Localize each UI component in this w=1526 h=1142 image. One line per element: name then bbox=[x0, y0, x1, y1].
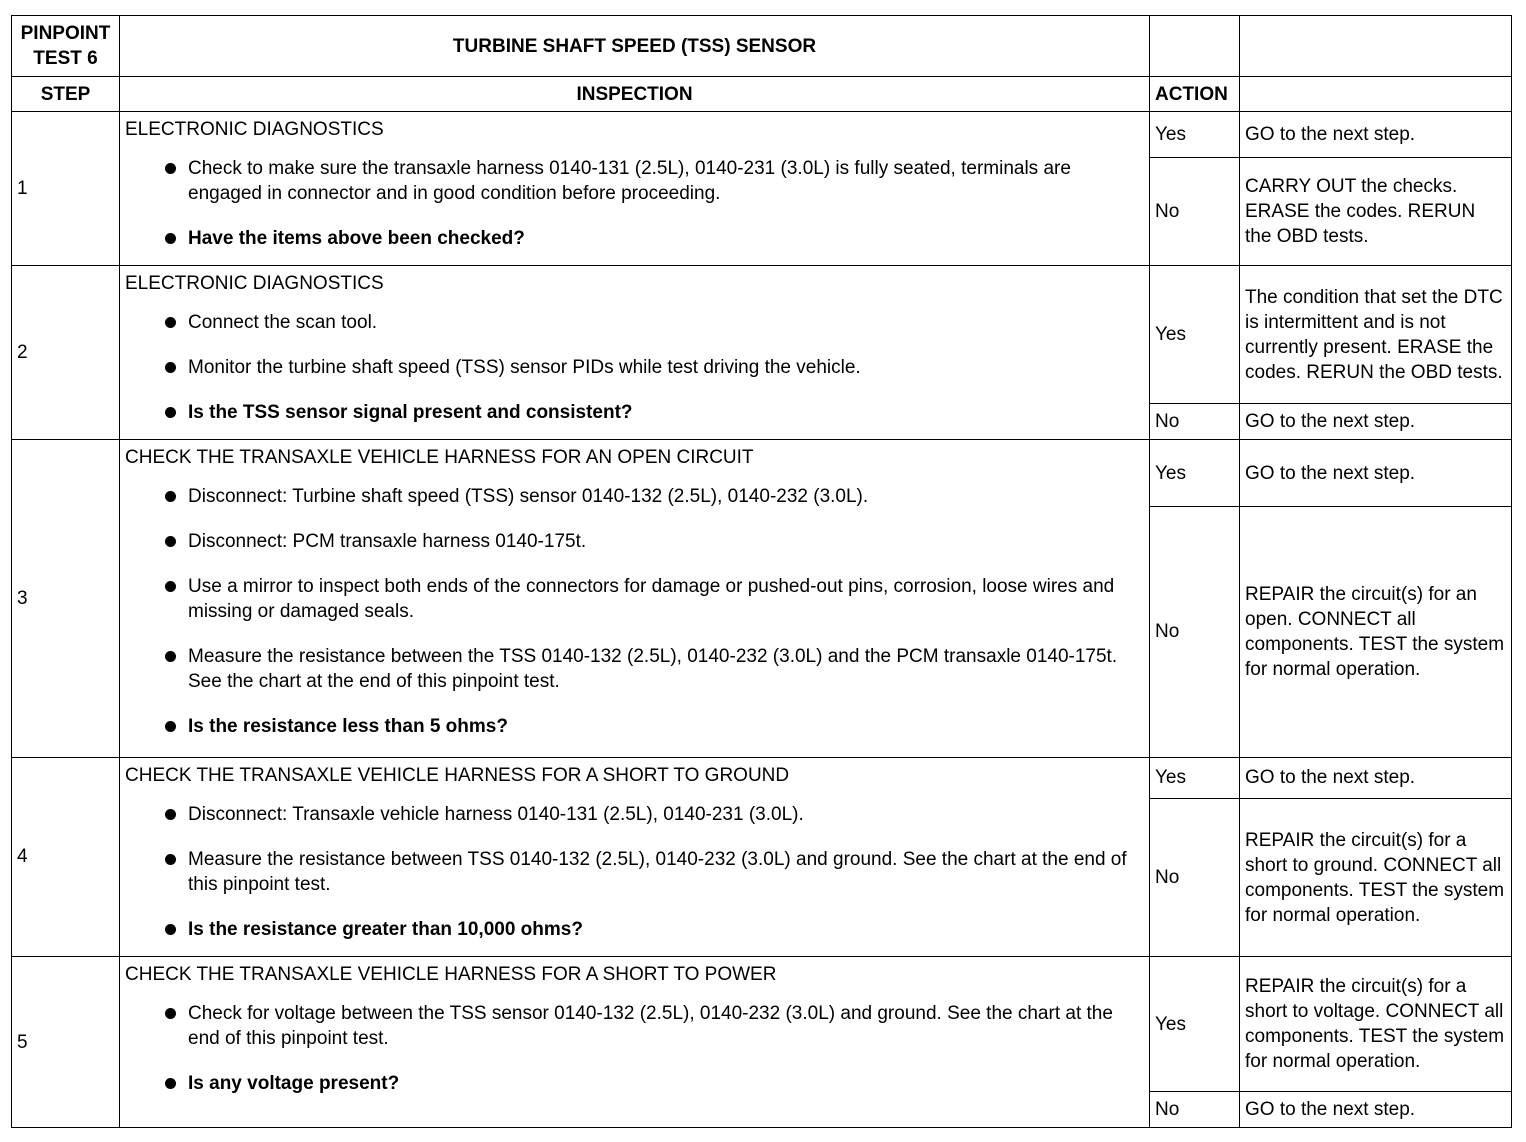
inspection-item-text: Connect the scan tool. bbox=[188, 311, 378, 333]
pinpoint-test-table bbox=[11, 15, 1512, 1128]
bullet-icon bbox=[165, 924, 176, 935]
action-result: GO to the next step. bbox=[1240, 112, 1512, 157]
title-row bbox=[12, 16, 1512, 77]
inspection-item bbox=[165, 310, 1144, 335]
step-number: 1 bbox=[12, 112, 120, 266]
inspection-item bbox=[165, 1001, 1144, 1051]
action-result: REPAIR the circuit(s) for a short to ground. CONNECT all components. TEST the system for normal operation. bbox=[1240, 798, 1512, 957]
action-answer: No bbox=[1150, 798, 1240, 957]
step-number: 3 bbox=[12, 440, 120, 757]
inspection-item bbox=[165, 574, 1144, 624]
inspection-question-text: Is the TSS sensor signal present and consistent? bbox=[188, 401, 633, 423]
inspection-question bbox=[165, 400, 1144, 425]
action-result: GO to the next step. bbox=[1240, 757, 1512, 798]
action-answer: Yes bbox=[1150, 440, 1240, 506]
inspection-cell bbox=[120, 440, 1150, 757]
inspection-list bbox=[125, 802, 1144, 942]
inspection-item bbox=[165, 156, 1144, 206]
step-row bbox=[12, 440, 1512, 506]
action-answer: No bbox=[1150, 1091, 1240, 1127]
action-result: REPAIR the circuit(s) for an open. CONNECT all components. TEST the system for normal operation. bbox=[1240, 506, 1512, 757]
step-number: 5 bbox=[12, 957, 120, 1128]
action-result: REPAIR the circuit(s) for a short to voltage. CONNECT all components. TEST the system for normal operation. bbox=[1240, 957, 1512, 1091]
step-heading: ELECTRONIC DIAGNOSTICS bbox=[125, 272, 384, 294]
inspection-item bbox=[165, 355, 1144, 380]
step-row bbox=[12, 265, 1512, 403]
inspection-cell bbox=[120, 112, 1150, 266]
inspection-item bbox=[165, 847, 1144, 897]
bullet-icon bbox=[165, 1078, 176, 1089]
action-result: GO to the next step. bbox=[1240, 440, 1512, 506]
bullet-icon bbox=[165, 233, 176, 244]
inspection-item bbox=[165, 644, 1144, 694]
step-number: 4 bbox=[12, 757, 120, 957]
inspection-list bbox=[125, 1001, 1144, 1096]
action-result: GO to the next step. bbox=[1240, 1091, 1512, 1127]
action-result: CARRY OUT the checks. ERASE the codes. RERUN the OBD tests. bbox=[1240, 157, 1512, 265]
inspection-question-text: Have the items above been checked? bbox=[188, 228, 525, 250]
inspection-item-text: Check to make sure the transaxle harness 0140-131 (2.5L), 0140-231 (3.0L) is fully seated, terminals are engaged in connector and in good condition before proceeding. bbox=[188, 158, 1071, 205]
action-answer: No bbox=[1150, 404, 1240, 440]
title-blank-cell bbox=[1240, 16, 1512, 77]
inspection-cell bbox=[120, 757, 1150, 957]
inspection-question-text: Is the resistance less than 5 ohms? bbox=[188, 716, 508, 738]
inspection-question-text: Is any voltage present? bbox=[188, 1073, 400, 1095]
step-row bbox=[12, 957, 1512, 1091]
bullet-icon bbox=[165, 491, 176, 502]
bullet-icon bbox=[165, 163, 176, 174]
inspection-item-text: Disconnect: PCM transaxle harness 0140-175t. bbox=[188, 531, 587, 553]
action-result: GO to the next step. bbox=[1240, 404, 1512, 440]
page-title: TURBINE SHAFT SPEED (TSS) SENSOR bbox=[120, 16, 1150, 77]
inspection-question-text: Is the resistance greater than 10,000 ohms? bbox=[188, 918, 583, 940]
inspection-question bbox=[165, 1071, 1144, 1096]
inspection-item-text: Monitor the turbine shaft speed (TSS) sensor PIDs while test driving the vehicle. bbox=[188, 356, 861, 378]
inspection-list bbox=[125, 310, 1144, 425]
step-row bbox=[12, 757, 1512, 798]
inspection-question bbox=[165, 917, 1144, 942]
action-answer: Yes bbox=[1150, 112, 1240, 157]
step-heading: CHECK THE TRANSAXLE VEHICLE HARNESS FOR A SHORT TO GROUND bbox=[125, 764, 790, 786]
bullet-icon bbox=[165, 809, 176, 820]
action-answer: No bbox=[1150, 157, 1240, 265]
inspection-question bbox=[165, 226, 1144, 251]
pinpoint-label: PINPOINT TEST 6 bbox=[12, 16, 120, 77]
step-column-header: STEP bbox=[12, 77, 120, 112]
action-answer: Yes bbox=[1150, 265, 1240, 403]
bullet-icon bbox=[165, 581, 176, 592]
inspection-item bbox=[165, 484, 1144, 509]
step-heading: ELECTRONIC DIAGNOSTICS bbox=[125, 119, 384, 141]
inspection-item bbox=[165, 529, 1144, 554]
inspection-item-text: Check for voltage between the TSS sensor 0140-132 (2.5L), 0140-232 (3.0L) and ground. See the chart at the end of this pinpoint test. bbox=[188, 1003, 1113, 1050]
inspection-item-text: Use a mirror to inspect both ends of the connectors for damage or pushed-out pins, corrosion, loose wires and missing or damaged seals. bbox=[188, 576, 1115, 623]
title-blank-cell bbox=[1150, 16, 1240, 77]
inspection-item bbox=[165, 802, 1144, 827]
bullet-icon bbox=[165, 536, 176, 547]
bullet-icon bbox=[165, 407, 176, 418]
action-answer: Yes bbox=[1150, 957, 1240, 1091]
action-answer: No bbox=[1150, 506, 1240, 757]
bullet-icon bbox=[165, 1008, 176, 1019]
bullet-icon bbox=[165, 362, 176, 373]
inspection-cell bbox=[120, 265, 1150, 440]
bullet-icon bbox=[165, 651, 176, 662]
action-answer: Yes bbox=[1150, 757, 1240, 798]
inspection-cell bbox=[120, 957, 1150, 1128]
header-blank-cell bbox=[1240, 77, 1512, 112]
inspection-item-text: Measure the resistance between the TSS 0140-132 (2.5L), 0140-232 (3.0L) and the PCM transaxle 0140-175t. See the chart at the end of this pinpoint test. bbox=[188, 646, 1118, 693]
bullet-icon bbox=[165, 721, 176, 732]
step-heading: CHECK THE TRANSAXLE VEHICLE HARNESS FOR AN OPEN CIRCUIT bbox=[125, 447, 754, 469]
bullet-icon bbox=[165, 317, 176, 328]
bullet-icon bbox=[165, 854, 176, 865]
inspection-item-text: Disconnect: Turbine shaft speed (TSS) sensor 0140-132 (2.5L), 0140-232 (3.0L). bbox=[188, 486, 869, 508]
step-heading: CHECK THE TRANSAXLE VEHICLE HARNESS FOR A SHORT TO POWER bbox=[125, 964, 777, 986]
inspection-question bbox=[165, 714, 1144, 739]
inspection-list bbox=[125, 484, 1144, 739]
step-number: 2 bbox=[12, 265, 120, 440]
column-header-row bbox=[12, 77, 1512, 112]
step-row bbox=[12, 112, 1512, 157]
inspection-item-text: Measure the resistance between TSS 0140-132 (2.5L), 0140-232 (3.0L) and ground. See the chart at the end of this pinpoint test. bbox=[188, 848, 1127, 895]
action-column-header: ACTION bbox=[1150, 77, 1240, 112]
inspection-column-header: INSPECTION bbox=[120, 77, 1150, 112]
action-result: The condition that set the DTC is intermittent and is not currently present. ERASE the codes. RERUN the OBD tests. bbox=[1240, 265, 1512, 403]
inspection-list bbox=[125, 156, 1144, 251]
inspection-item-text: Disconnect: Transaxle vehicle harness 0140-131 (2.5L), 0140-231 (3.0L). bbox=[188, 803, 804, 825]
